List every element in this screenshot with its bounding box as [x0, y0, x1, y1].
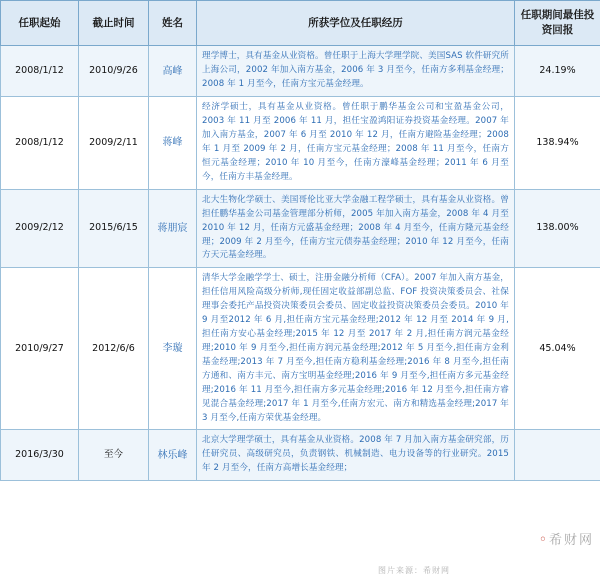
cell-start-date: 2008/1/12 [1, 46, 79, 97]
cell-bio: 理学博士，具有基金从业资格。曾任职于上海大学理学院、美国SAS 软件研究所上海公司，2002 年加入南方基金，2006 年 3 月至今，任南方多利基金经理；2008 年 1 月至今，任南方宝元基金经理。 [197, 46, 515, 97]
table-row [1, 97, 600, 190]
cell-end-date: 至今 [79, 430, 149, 481]
watermark-source: 图片来源：希财网 [378, 566, 450, 575]
table-header-row [1, 1, 600, 46]
cell-bio: 北京大学理学硕士，具有基金从业资格。2008 年 7 月加入南方基金研究部，历任研究员、高级研究员，负责钢铁、机械制造、电力设备等的行业研究。2015 年 2 月至今，任南方高增长基金经理； [197, 430, 515, 481]
cell-return: 138.00% [515, 189, 600, 268]
table-row [1, 430, 600, 481]
cell-bio: 北大生物化学硕士、美国哥伦比亚大学金融工程学硕士，具有基金从业资格。曾担任鹏华基金公司基金管理部分析师，2005 年加入南方基金，2008 年 4 月至 2010 年 12 月，任南方元盛基金经理；2008 年 4 月至今，任南方隆元基金经理；2009 年 2 月至今，任南方宝元债券基金经理；2010 年 12 月至今，任南方天元基金经理。 [197, 189, 515, 268]
cell-manager-name: 蒋朋宸 [149, 189, 197, 268]
cell-manager-name: 李璇 [149, 268, 197, 430]
cell-end-date: 2012/6/6 [79, 268, 149, 430]
column-header-name: 姓名 [149, 1, 197, 46]
table-row [1, 268, 600, 430]
cell-bio: 经济学硕士，具有基金从业资格。曾任职于鹏华基金公司和宝盈基金公司，2003 年 11 月至 2006 年 11 月，担任宝盈鸿阳证券投资基金经理。2007 年加入南方基金，2007 年 6 月至 2010 年 12 月，任南方避险基金经理；2008 年 1 月至 2009 年 2 月，任南方宝元基金经理；2008 年 11 月至今，任南方恒元基金经理；2010 年 10 月至今，任南方濠峰基金经理；2011 年 6 月至今，任南方丰基金经理。 [197, 97, 515, 190]
cell-start-date: 2010/9/27 [1, 268, 79, 430]
cell-manager-name: 高峰 [149, 46, 197, 97]
column-header-bio: 所获学位及任职经历 [197, 1, 515, 46]
table-row [1, 189, 600, 268]
cell-end-date: 2009/2/11 [79, 97, 149, 190]
cell-return: 45.04% [515, 268, 600, 430]
cell-bio: 清华大学金融学学士、硕士，注册金融分析师（CFA）。2007 年加入南方基金，担任信用风险高级分析师,现任固定收益部副总监、FOF 投资决策委员会、社保理事会委托产品投资决策委员会委员、固定收益投资决策委员会委员。2010 年 9 月至2012 年 6 月,担任南方宝元基金经理;2012 年 12 月至 2014 年 9 月,担任南方安心基金经理;2015 年 12 月至 2017 年 2 月,担任南方润元基金经理;2010 年 9 月至今,担任南方润元基金经理;2012 年 5 月至今,担任南方金利基金经理;2013 年 7 月至今,担任南方稳利基金经理;2016 年 8 月至今,担任南方通和、南方丰元、南方宝明基金经理;2016 年 9 月至今,担任南方多元基金经理;2016 年 11 月至今,担任南方多元基金经理;2016 年 12 月至今,担任南方睿见混合基金经理;2017 年 1 月至今,任南方宏元、南方和精选基金经理;2017 年 3 月至今,任南方荣优基金经理。 [197, 268, 515, 430]
cell-manager-name: 蒋峰 [149, 97, 197, 190]
watermark-text: 希财网 [548, 533, 594, 548]
cell-end-date: 2015/6/15 [79, 189, 149, 268]
column-header-return: 任职期间最佳投资回报 [515, 1, 600, 46]
cell-start-date: 2008/1/12 [1, 97, 79, 190]
cell-return: 24.19% [515, 46, 600, 97]
cell-manager-name: 林乐峰 [149, 430, 197, 481]
cell-start-date: 2009/2/12 [1, 189, 79, 268]
table-body [1, 46, 600, 481]
watermark-dot-icon: ◦ [538, 532, 549, 548]
column-header-end-date: 截止时间 [79, 1, 149, 46]
column-header-start-date: 任职起始 [1, 1, 79, 46]
cell-start-date: 2016/3/30 [1, 430, 79, 481]
cell-end-date: 2010/9/26 [79, 46, 149, 97]
table-header [1, 1, 600, 46]
cell-return: 138.94% [515, 97, 600, 190]
watermark-logo [539, 529, 594, 548]
cell-return [515, 430, 600, 481]
table-row [1, 46, 600, 97]
